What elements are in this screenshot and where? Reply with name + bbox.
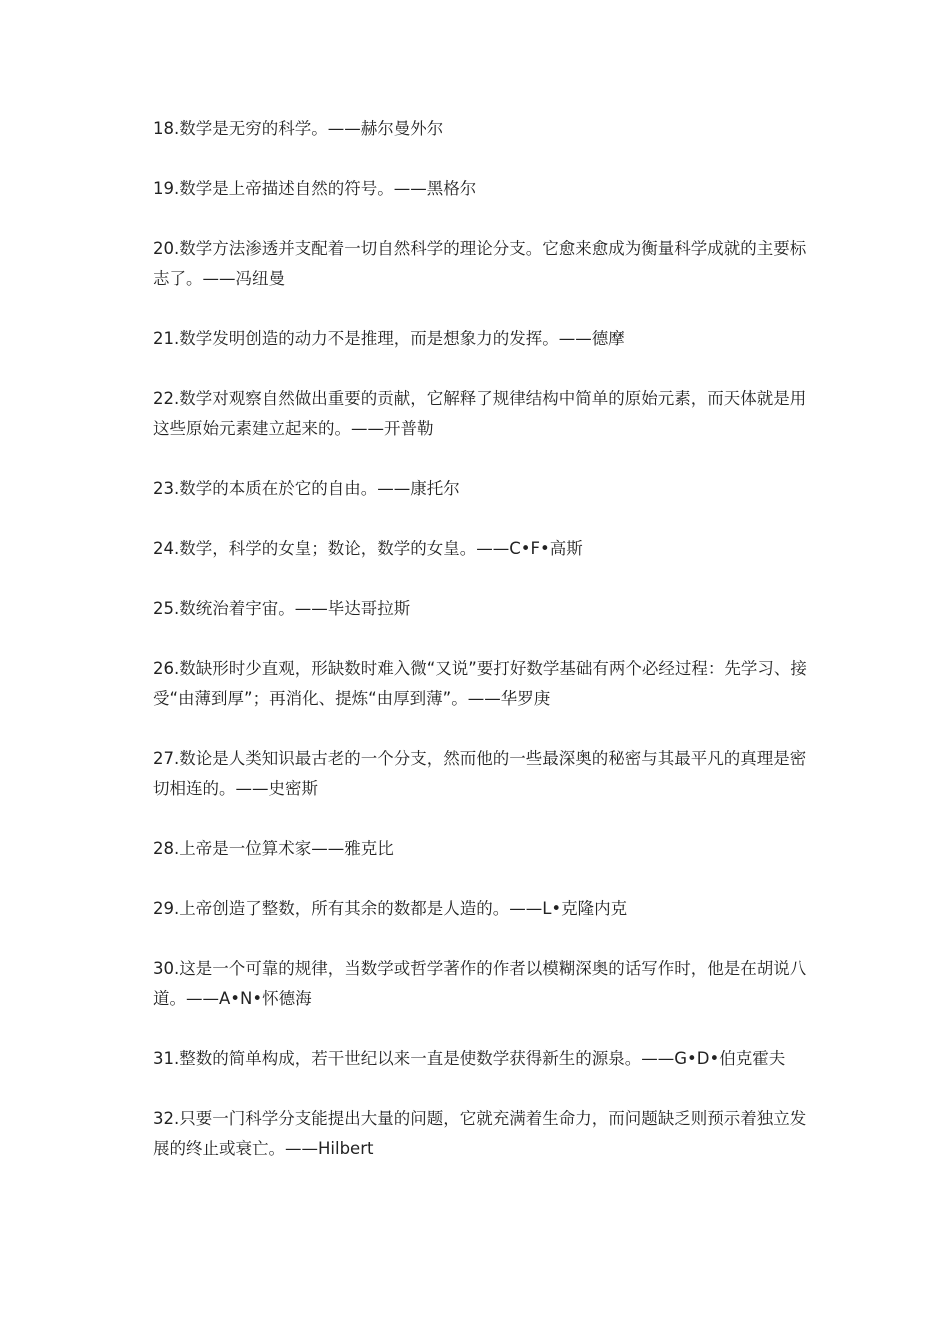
quote-item-26: 26.数缺形时少直观，形缺数时难入微“又说”要打好数学基础有两个必经过程：先学习、接受“由薄到厚”；再消化、提炼“由厚到薄”。——华罗庚 bbox=[153, 659, 807, 708]
quote-item-30: 30.这是一个可靠的规律，当数学或哲学著作的作者以模糊深奥的话写作时，他是在胡说八道。——A•N•怀德海 bbox=[153, 959, 807, 1008]
quote-item-19: 19.数学是上帝描述自然的符号。——黑格尔 bbox=[153, 179, 477, 198]
quote-item-23: 23.数学的本质在於它的自由。——康托尔 bbox=[153, 479, 460, 498]
quote-item-28: 28.上帝是一位算术家——雅克比 bbox=[153, 839, 394, 858]
quote-item-31: 31.整数的简单构成，若干世纪以来一直是使数学获得新生的源泉。——G•D•伯克霍夫 bbox=[153, 1049, 786, 1068]
quote-item-21: 21.数学发明创造的动力不是推理，而是想象力的发挥。——德摩 bbox=[153, 329, 625, 348]
quote-item-32: 32.只要一门科学分支能提出大量的问题，它就充满着生命力，而问题缺乏则预示着独立发展的终止或衰亡。——Hilbert bbox=[153, 1109, 807, 1158]
quote-item-22: 22.数学对观察自然做出重要的贡献，它解释了规律结构中简单的原始元素，而天体就是用这些原始元素建立起来的。——开普勒 bbox=[153, 389, 807, 438]
quote-item-20: 20.数学方法渗透并支配着一切自然科学的理论分支。它愈来愈成为衡量科学成就的主要标志了。——冯纽曼 bbox=[153, 239, 807, 288]
quote-item-27: 27.数论是人类知识最古老的一个分支，然而他的一些最深奥的秘密与其最平凡的真理是密切相连的。——史密斯 bbox=[153, 749, 807, 798]
quote-item-29: 29.上帝创造了整数，所有其余的数都是人造的。——L•克隆内克 bbox=[153, 899, 628, 918]
quote-list bbox=[153, 114, 813, 1194]
quote-item-24: 24.数学，科学的女皇；数论，数学的女皇。——C•F•高斯 bbox=[153, 539, 583, 558]
quote-item-18: 18.数学是无穷的科学。——赫尔曼外尔 bbox=[153, 119, 444, 138]
quote-item-25: 25.数统治着宇宙。——毕达哥拉斯 bbox=[153, 599, 411, 618]
